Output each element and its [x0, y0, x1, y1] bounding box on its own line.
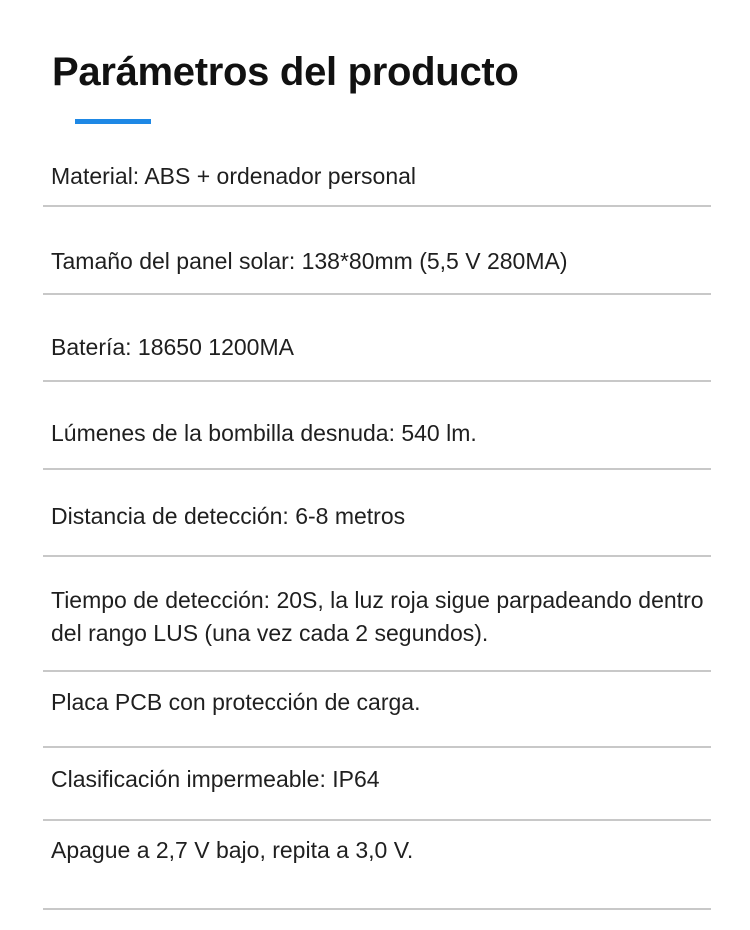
param-row-waterproof [43, 748, 711, 821]
param-text: Material: ABS + ordenador personal [51, 163, 417, 189]
param-row-lumens [43, 382, 711, 470]
param-text: Clasificación impermeable: IP64 [51, 766, 380, 792]
param-row-pcb [43, 672, 711, 748]
title-underline [75, 119, 151, 124]
param-text: Apague a 2,7 V bajo, repita a 3,0 V. [51, 837, 414, 863]
param-text: Distancia de detección: 6-8 metros [51, 503, 406, 529]
param-row-detection-distance [43, 470, 711, 557]
param-row-material [43, 150, 711, 207]
page-title: Parámetros del producto [52, 50, 519, 94]
param-row-detection-time [43, 557, 711, 672]
param-text: Batería: 18650 1200MA [51, 334, 294, 360]
param-row-battery [43, 295, 711, 382]
param-text: Placa PCB con protección de carga. [51, 689, 421, 715]
param-text: Lúmenes de la bombilla desnuda: 540 lm. [51, 420, 477, 446]
param-text: Tiempo de detección: 20S, la luz roja sigue parpadeando dentro del rango LUS (una vez cada 2 segundos). [51, 587, 704, 646]
param-row-solar-panel [43, 207, 711, 295]
param-row-cutoff [43, 821, 711, 910]
param-text: Tamaño del panel solar: 138*80mm (5,5 V 280MA) [51, 248, 568, 274]
